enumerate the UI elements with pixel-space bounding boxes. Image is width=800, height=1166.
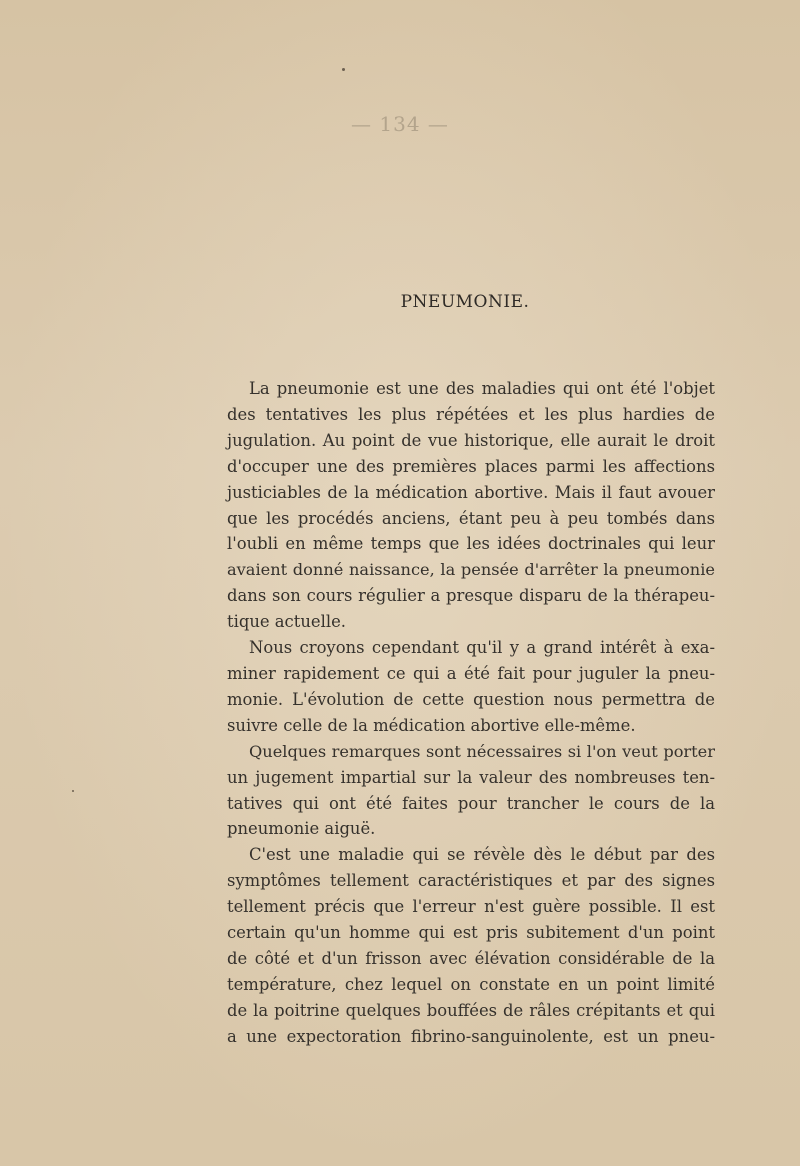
text-line: C'est une maladie qui se révèle dès le début par des — [249, 845, 715, 865]
speck — [72, 790, 74, 792]
speck — [342, 68, 345, 71]
text-line: l'oubli en même temps que les idées doctrinales qui leur — [227, 534, 715, 554]
text-line: justiciables de la médication abortive. Mais il faut avouer — [227, 482, 715, 502]
text-line: jugulation. Au point de vue historique, elle aurait le droit — [227, 430, 715, 450]
text-line: de côté et d'un frisson avec élévation considérable de la — [227, 948, 715, 968]
text-line: que les procédés anciens, étant peu à peu tombés dans — [227, 508, 715, 528]
text-line: monie. L'évolution de cette question nous permettra de — [227, 689, 715, 709]
chapter-heading: PNEUMONIE. — [400, 292, 530, 312]
text-line: tique actuelle. — [227, 612, 346, 632]
text-line: La pneumonie est une des maladies qui ont été l'objet — [249, 379, 715, 398]
text-line: Quelques remarques sont nécessaires si l'on veut porter — [249, 741, 715, 761]
text-line: Nous croyons cependant qu'il y a grand intérêt à exa- — [249, 638, 715, 658]
text-line: miner rapidement ce qui a été fait pour juguler la pneu- — [227, 663, 715, 683]
text-line: tatives qui ont été faites pour trancher le cours de la — [227, 793, 715, 813]
text-line: certain qu'un homme qui est pris subitement d'un point — [227, 923, 715, 943]
text-line: température, chez lequel on constate en un point limité — [227, 974, 715, 994]
text-line: symptômes tellement caractéristiques et par des signes — [227, 871, 715, 891]
paragraph — [203, 376, 715, 635]
paragraph — [203, 842, 715, 1049]
text-line: un jugement impartial sur la valeur des nombreuses ten- — [227, 767, 715, 787]
text-line: a une expectoration fibrino-sanguinolente, est un pneu- — [227, 1026, 715, 1046]
text-line: avaient donné naissance, la pensée d'arrêter la pneumonie — [227, 560, 715, 580]
paragraph — [203, 739, 715, 843]
body-text — [203, 376, 715, 1050]
text-line: dans son cours régulier a presque disparu de la thérapeu- — [227, 586, 715, 606]
paragraph — [203, 635, 715, 739]
text-line: des tentatives les plus répétées et les plus hardies de — [227, 404, 715, 424]
text-line: tellement précis que l'erreur n'est guère possible. Il est — [227, 897, 715, 917]
text-line: pneumonie aiguë. — [227, 819, 376, 839]
page-number: — 134 — — [351, 112, 449, 136]
text-line: de la poitrine quelques bouffées de râles crépitants et qui — [227, 1000, 715, 1020]
text-line: d'occuper une des premières places parmi les affections — [227, 456, 715, 476]
text-line: suivre celle de la médication abortive elle-même. — [227, 715, 636, 735]
